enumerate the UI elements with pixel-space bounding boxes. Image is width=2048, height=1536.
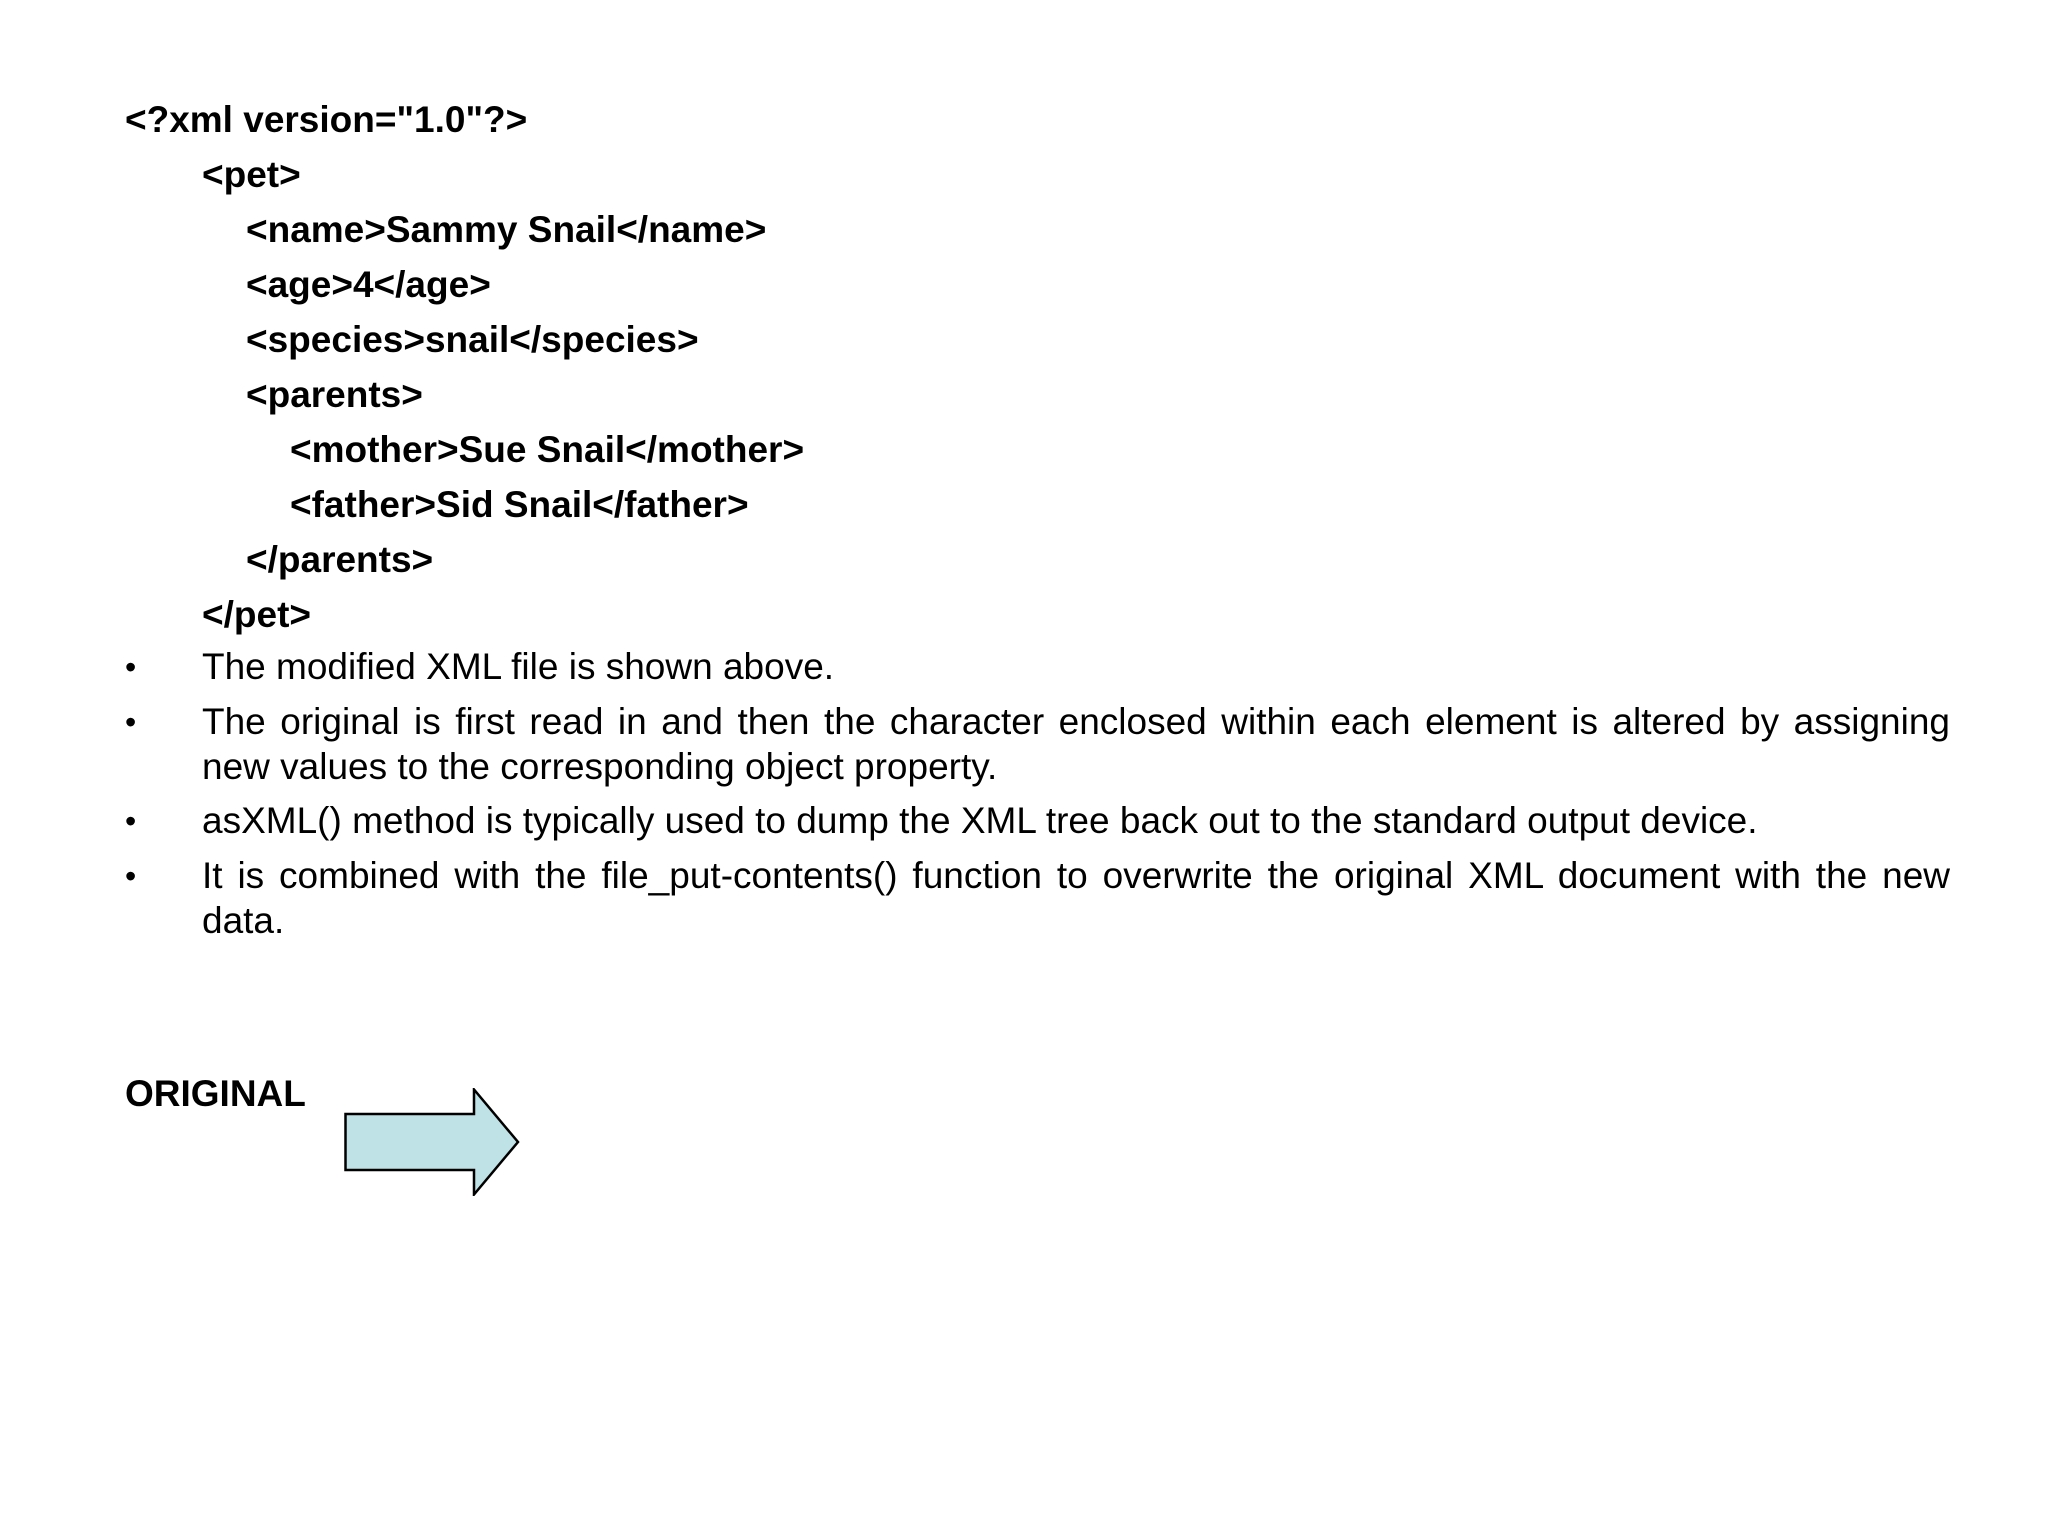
bullet-text: The modified XML file is shown above.: [202, 646, 835, 687]
xml-line-declaration: <?xml version="1.0"?>: [125, 99, 528, 140]
right-arrow-icon: [344, 1088, 520, 1196]
xml-line-name: <name>Sammy Snail</name>: [246, 209, 767, 250]
xml-line-parents-close: </parents>: [246, 539, 434, 580]
bullet-text: asXML() method is typically used to dump the XML tree back out to the standard output device.: [202, 800, 1758, 841]
bullet-text: The original is first read in and then the character enclosed within each element is altered by assigning new values to the corresponding object property.: [202, 701, 1950, 787]
bullet-item: [125, 853, 1950, 943]
bullet-marker: •: [125, 858, 137, 894]
original-label: ORIGINAL: [125, 1073, 306, 1114]
xml-line-father: <father>Sid Snail</father>: [290, 484, 749, 525]
xml-line-mother: <mother>Sue Snail</mother>: [290, 429, 805, 470]
bullet-item: [125, 699, 1950, 789]
bullet-list: [125, 644, 1950, 952]
xml-line-parents-open: <parents>: [246, 374, 423, 415]
bullet-marker: •: [125, 803, 137, 839]
bullet-item: [125, 798, 1950, 844]
xml-line-age: <age>4</age>: [246, 264, 491, 305]
bullet-marker: •: [125, 649, 137, 685]
bullet-marker: •: [125, 704, 137, 740]
bullet-item: [125, 644, 1950, 690]
xml-line-pet-open: <pet>: [202, 154, 301, 195]
bullet-text: It is combined with the file_put-contents() function to overwrite the original XML document with the new data.: [202, 855, 1950, 941]
xml-line-species: <species>snail</species>: [246, 319, 699, 360]
right-arrow-shape: [346, 1090, 519, 1195]
xml-line-pet-close: </pet>: [202, 594, 311, 635]
